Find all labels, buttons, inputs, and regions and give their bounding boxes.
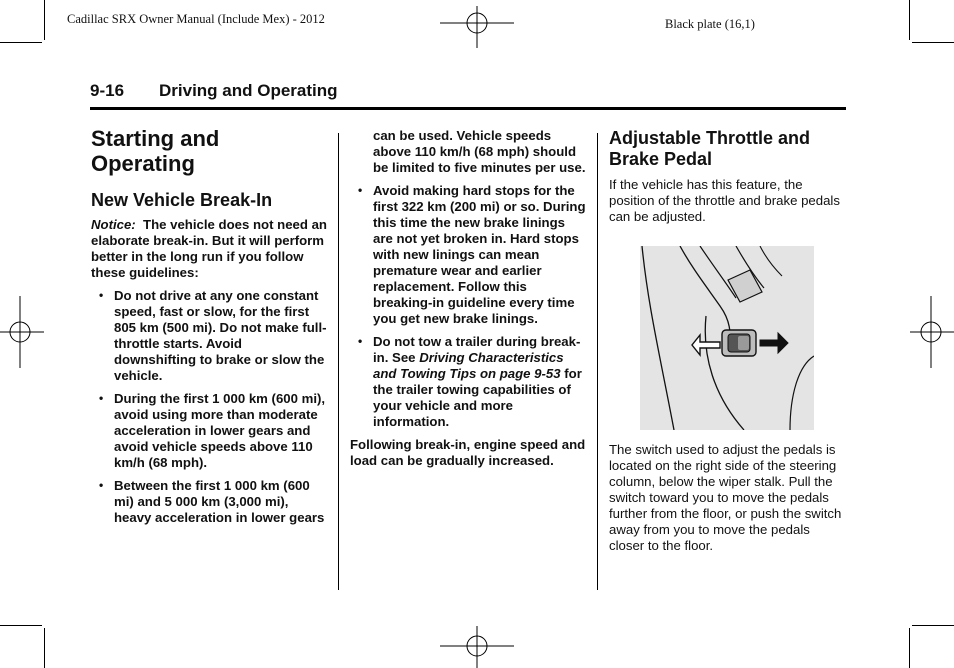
header-manual-title: Cadillac SRX Owner Manual (Include Mex) - 2012	[67, 12, 325, 26]
list-item: • During the first 1 000 km (600 mi), avoid using more than moderate acceleration in lower gears and avoid vehicle speeds above 110 km/h (68 mph).	[99, 391, 326, 470]
page-heading: Starting and Operating	[91, 126, 220, 176]
list-item: • Between the first 1 000 km (600 mi) and 5 000 km (3,000 mi), heavy acceleration in lower gears	[99, 478, 325, 525]
registration-mark-bottom	[440, 626, 514, 668]
crop-mark	[912, 625, 954, 626]
subheading-break-in: New Vehicle Break-In	[91, 190, 273, 210]
crop-mark	[0, 625, 42, 626]
subheading-adjustable-pedal: Adjustable Throttle and Brake Pedal	[609, 128, 811, 169]
notice-text: The vehicle does not need an elaborate break-in. But it will perform better in the long run if you follow these guidelines:	[91, 217, 327, 280]
crop-mark	[44, 628, 45, 668]
column-divider	[597, 133, 598, 590]
towing-cross-reference[interactable]: Driving Characteristics and Towing Tips on page 9-53	[373, 350, 564, 381]
pedal-switch-illustration	[640, 246, 814, 430]
notice-paragraph	[91, 217, 327, 281]
notice-label: Notice:	[91, 217, 136, 232]
continued-text: can be used. Vehicle speeds above 110 km/h (68 mph) should be limited to five minutes per use.	[373, 128, 586, 175]
column-3-body	[609, 442, 845, 554]
list-item: • Avoid making hard stops for the first 322 km (200 mi) or so. During this time the new brake linings are not yet broken in. Hard stops with new linings can mean premature wear and earlier replacement. Follow this breaking-in guideline every time you get new brake linings.	[358, 183, 586, 326]
switch-description: The switch used to adjust the pedals is located on the right side of the steering column, below the wiper stalk. Pull the switch toward you to move the pedals further from the floor, or push the switch away from you to move the pedals closer to the floor.	[609, 442, 842, 553]
intro-paragraph: If the vehicle has this feature, the position of the throttle and brake pedals can be adjusted.	[609, 177, 840, 224]
break-in-list-continued	[350, 183, 586, 430]
break-in-list	[91, 288, 327, 526]
section-header	[90, 81, 846, 110]
column-3	[609, 128, 845, 225]
page-number: 9-16	[90, 81, 125, 100]
list-item: • Do not tow a trailer during break-in. See Driving Characteristics and Towing Tips on page 9-53 for the trailer towing capabilities of your vehicle and more information.	[358, 334, 582, 429]
registration-mark-top	[440, 6, 514, 48]
crop-mark	[909, 628, 910, 668]
crop-mark	[44, 0, 45, 40]
list-item: • Do not drive at any one constant speed, fast or slow, for the first 805 km (500 mi). Do not make full-throttle starts. Avoid downshifting to brake or slow the vehicle.	[99, 288, 327, 383]
column-2	[350, 128, 586, 469]
header-plate: Black plate (16,1)	[665, 17, 755, 31]
crop-mark	[0, 42, 42, 43]
crop-mark	[912, 42, 954, 43]
column-1	[91, 126, 327, 526]
registration-mark-left	[0, 296, 44, 368]
crop-mark	[909, 0, 910, 40]
closing-paragraph: Following break-in, engine speed and load can be gradually increased.	[350, 437, 586, 468]
registration-mark-right	[910, 296, 954, 368]
column-divider	[338, 133, 339, 590]
section-title: Driving and Operating	[159, 81, 338, 100]
